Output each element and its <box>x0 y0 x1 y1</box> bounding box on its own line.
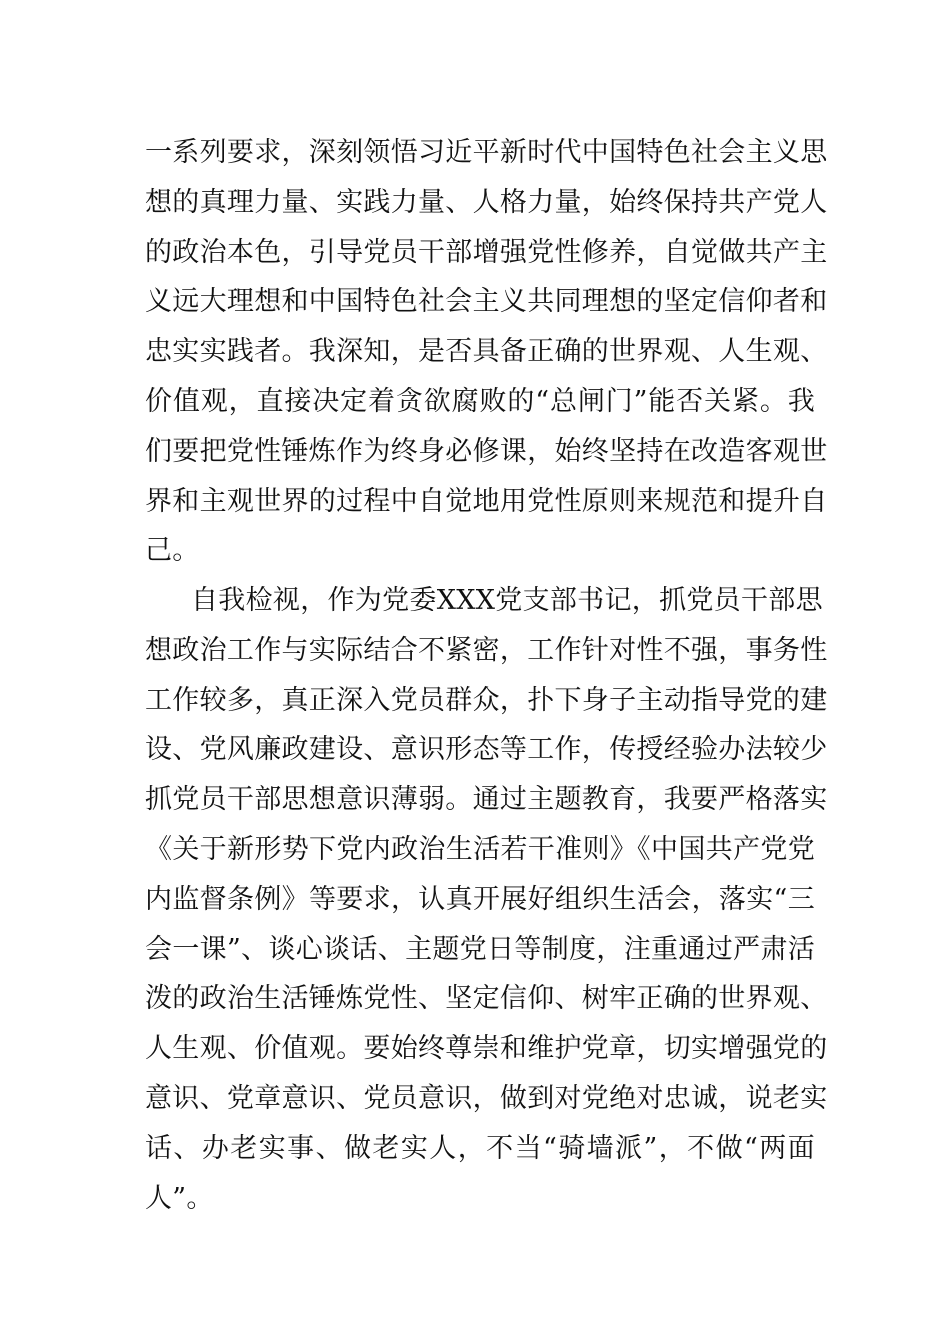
paragraph-2 <box>145 576 828 1223</box>
paragraph-line: 人”。 <box>145 1182 214 1214</box>
paragraph-line: 们要把党性锤炼作为终身必修课，始终坚持在改造客观世 <box>145 435 828 467</box>
paragraph-line: 人生观、价值观。要始终尊崇和维护党章，切实增强党的 <box>145 1033 828 1065</box>
paragraph-line: 自我检视，作为党委XXX党支部书记，抓党员干部思 <box>191 585 823 616</box>
paragraph-line: 界和主观世界的过程中自觉地用党性原则来规范和提升自 <box>145 485 828 517</box>
paragraph-line: 义远大理想和中国特色社会主义共同理想的坚定信仰者和 <box>145 286 828 318</box>
paragraph-line: 话、办老实事、做老实人，不当“骑墙派”，不做“两面 <box>145 1132 815 1164</box>
paragraph-line: 泼的政治生活锤炼党性、坚定信仰、树牢正确的世界观、 <box>145 983 828 1015</box>
paragraph-line: 工作较多，真正深入党员群众，扑下身子主动指导党的建 <box>145 684 828 716</box>
paragraph-line: 想的真理力量、实践力量、人格力量，始终保持共产党人 <box>145 186 828 218</box>
paragraph-line: 忠实实践者。我深知，是否具备正确的世界观、人生观、 <box>145 336 828 368</box>
paragraph-line: 价值观，直接决定着贪欲腐败的“总闸门”能否关紧。我 <box>145 385 815 417</box>
paragraph-line: 一系列要求，深刻领悟习近平新时代中国特色社会主义思 <box>145 137 828 168</box>
paragraph-line: 抓党员干部思想意识薄弱。通过主题教育，我要严格落实 <box>145 784 828 816</box>
paragraph-1 <box>145 128 828 576</box>
paragraph-line: 的政治本色，引导党员干部增强党性修养，自觉做共产主 <box>145 236 828 268</box>
paragraph-line: 己。 <box>145 535 200 567</box>
paragraph-line: 《关于新形势下党内政治生活若干准则》《中国共产党党 <box>145 833 815 865</box>
paragraph-line: 会一课”、谈心谈话、主题党日等制度，注重通过严肃活 <box>145 933 815 965</box>
paragraph-line: 意识、党章意识、党员意识，做到对党绝对忠诚，说老实 <box>145 1082 828 1114</box>
paragraph-line: 设、党风廉政建设、意识形态等工作，传授经验办法较少 <box>145 734 828 766</box>
paragraph-line: 内监督条例》等要求，认真开展好组织生活会，落实“三 <box>145 883 815 915</box>
paragraph-line: 想政治工作与实际结合不紧密，工作针对性不强，事务性 <box>145 634 828 666</box>
